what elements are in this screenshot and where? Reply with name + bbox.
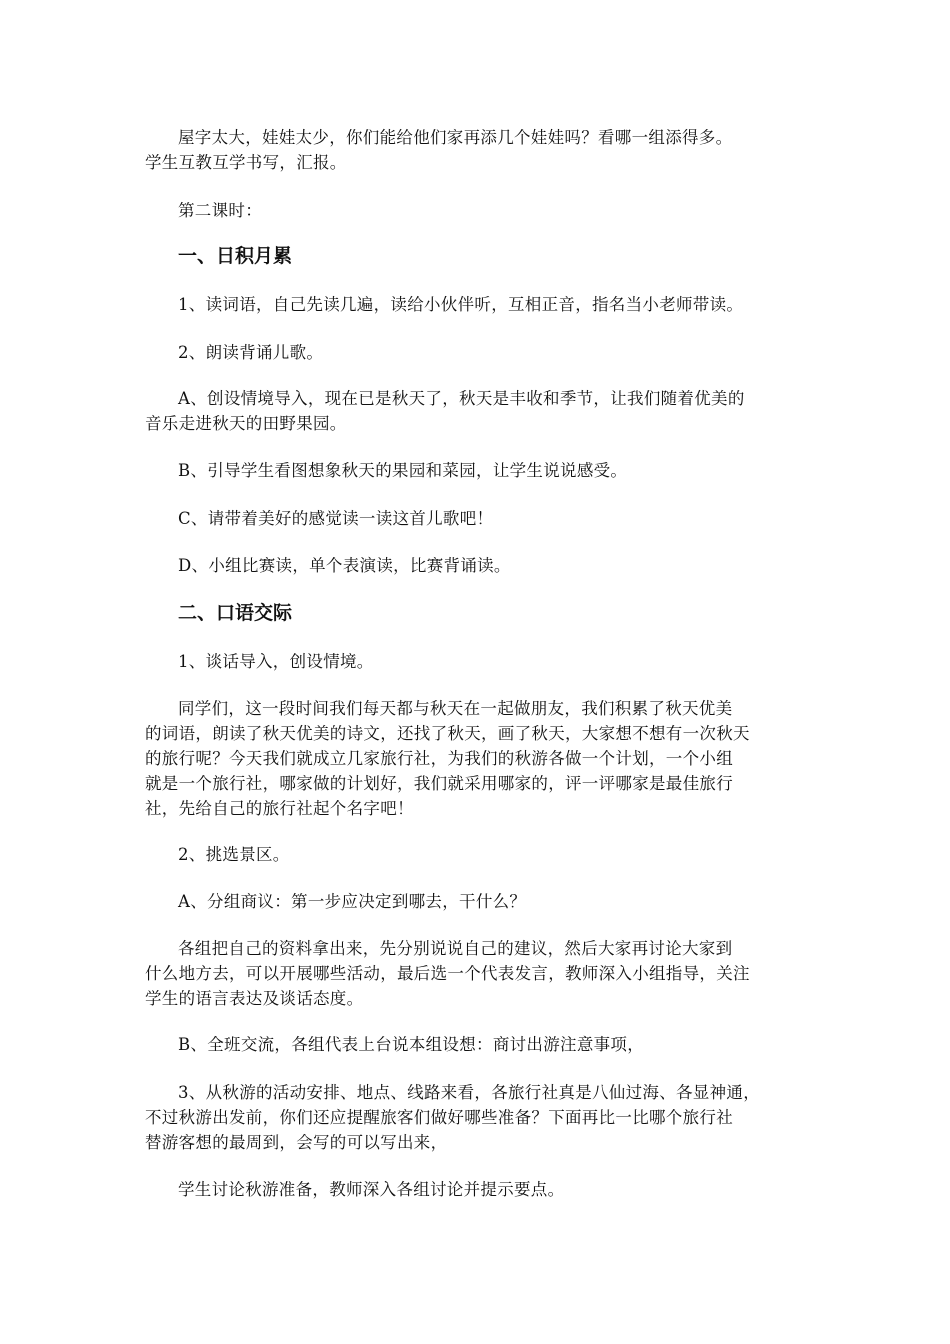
paragraph	[145, 1177, 810, 1202]
paragraph	[145, 386, 810, 436]
text-line: 屋字太大，娃娃太少，你们能给他们家再添几个娃娃吗？看哪一组添得多。	[178, 128, 733, 147]
text-line: 1、谈话导入，创设情境。	[178, 652, 374, 671]
paragraph	[145, 1080, 810, 1155]
paragraph	[145, 936, 810, 1011]
text-line: 的词语，朗读了秋天优美的诗文，还找了秋天，画了秋天，大家想不想有一次秋天	[145, 724, 750, 743]
paragraph	[145, 553, 810, 578]
text-line: 社，先给自己的旅行社起个名字吧！	[145, 799, 414, 818]
section-heading: 一、日积月累	[178, 245, 293, 267]
text-line: B、全班交流，各组代表上台说本组设想：商讨出游注意事项，	[178, 1035, 645, 1054]
text-line: 学生讨论秋游准备，教师深入各组讨论并提示要点。	[178, 1180, 565, 1199]
paragraph	[145, 1032, 810, 1057]
paragraph	[145, 125, 810, 175]
text-line: 音乐走进秋天的田野果园。	[145, 414, 347, 433]
text-line: 的旅行呢？今天我们就成立几家旅行社，为我们的秋游各做一个计划，一个小组	[145, 749, 733, 768]
paragraph	[145, 458, 810, 483]
text-line: 替游客想的最周到，会写的可以写出来，	[145, 1133, 448, 1152]
text-line: 3、从秋游的活动安排、地点、线路来看，各旅行社真是八仙过海、各显神通，	[178, 1083, 760, 1102]
paragraph	[145, 889, 810, 914]
text-line: 1、读词语，自己先读几遍，读给小伙伴听，互相正音，指名当小老师带读。	[178, 295, 744, 314]
text-line: 就是一个旅行社，哪家做的计划好，我们就采用哪家的，评一评哪家是最佳旅行	[145, 774, 733, 793]
paragraph	[145, 649, 810, 674]
section-heading: 二、口语交际	[178, 602, 293, 624]
paragraph	[145, 198, 810, 223]
text-line: D、小组比赛读，单个表演读，比赛背诵读。	[178, 556, 511, 575]
paragraph	[145, 292, 810, 317]
paragraph	[145, 340, 810, 365]
text-line: 各组把自己的资料拿出来，先分别说说自己的建议，然后大家再讨论大家到	[178, 939, 733, 958]
text-line: A、创设情境导入，现在已是秋天了，秋天是丰收和季节，让我们随着优美的	[178, 389, 745, 408]
text-line: C、请带着美好的感觉读一读这首儿歌吧！	[178, 509, 494, 528]
paragraph	[145, 842, 810, 867]
text-line: 学生的语言表达及谈话态度。	[145, 989, 364, 1008]
text-line: 2、朗读背诵儿歌。	[178, 343, 324, 362]
text-line: 学生互教互学书写，汇报。	[145, 153, 347, 172]
text-line: 不过秋游出发前，你们还应提醒旅客们做好哪些准备？下面再比一比哪个旅行社	[145, 1108, 733, 1127]
paragraph	[145, 506, 810, 531]
text-line: 什么地方去，可以开展哪些活动，最后选一个代表发言，教师深入小组指导，关注	[145, 964, 750, 983]
text-line: 2、挑选景区。	[178, 845, 290, 864]
text-line: 同学们，这一段时间我们每天都与秋天在一起做朋友，我们积累了秋天优美	[178, 699, 733, 718]
paragraph	[145, 696, 810, 821]
text-line: A、分组商议：第一步应决定到哪去，干什么？	[178, 892, 527, 911]
text-line: 第二课时：	[178, 201, 262, 220]
text-line: B、引导学生看图想象秋天的果园和菜园，让学生说说感受。	[178, 461, 628, 480]
